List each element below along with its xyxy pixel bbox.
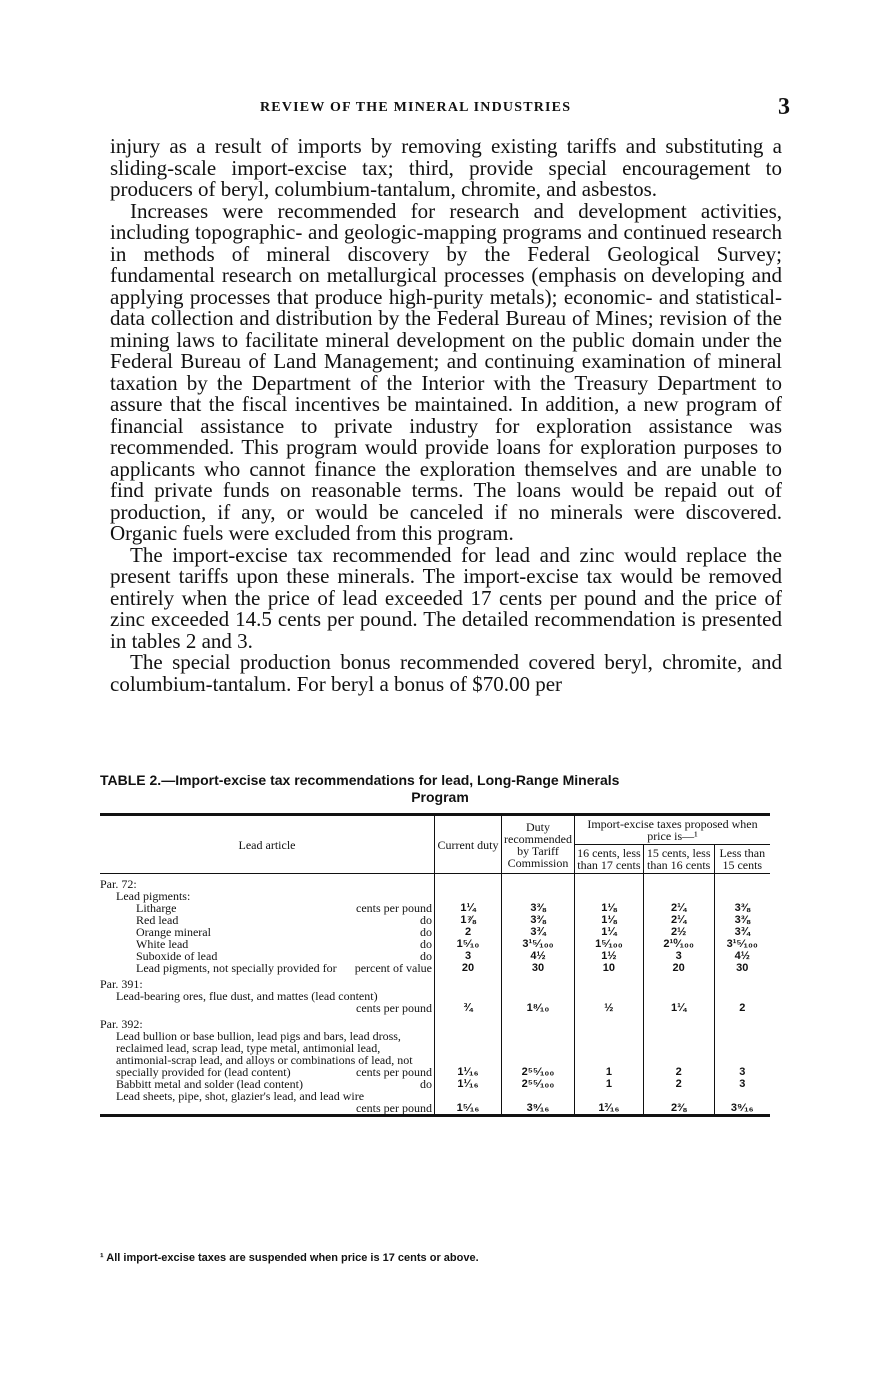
lead-article-label: Par. 392: <box>100 1016 143 1031</box>
value-cell: 2 <box>435 926 502 938</box>
lead-article-label: Litharge <box>136 900 177 915</box>
value-cell: 1⁵⁄₁₀ <box>435 938 502 950</box>
value-cell <box>714 974 770 990</box>
value-cell <box>502 1014 575 1030</box>
value-cell <box>435 874 502 890</box>
value-cell: 1⁵⁄₁₆ <box>435 1090 502 1116</box>
page-header <box>110 96 790 128</box>
lead-article-cell <box>100 1090 435 1116</box>
value-cell: 3¹⁵⁄₁₀₀ <box>714 938 770 950</box>
value-cell: 1⅛ <box>574 914 643 926</box>
value-cell: 30 <box>502 962 575 974</box>
value-cell: 3⅜ <box>714 914 770 926</box>
value-cell <box>643 890 714 902</box>
value-cell: 3 <box>435 950 502 962</box>
paragraph: The special production bonus recommended covered beryl, chromite, and columbium-tantalum. For beryl a bonus of $70.00 per <box>110 650 782 696</box>
body-text <box>110 136 782 695</box>
paragraph: injury as a result of imports by removing existing tariffs and substituting a sliding-scale import-excise tax; third, provide special encouragement to producers of beryl, columbium-tantalum, chromite, and asbestos. <box>110 134 782 201</box>
value-cell <box>502 974 575 990</box>
value-cell <box>643 974 714 990</box>
value-cell <box>574 874 643 890</box>
table-footnote: ¹ All import-excise taxes are suspended when price is 17 cents or above. <box>100 1252 479 1264</box>
unit-label: do <box>420 924 432 939</box>
value-cell: 2¼ <box>643 902 714 914</box>
value-cell: 1 <box>574 1078 643 1090</box>
lead-article-cell <box>100 874 435 890</box>
value-cell: 2⁵⁵⁄₁₀₀ <box>502 1030 575 1078</box>
header-lead-article: Lead article <box>100 815 435 874</box>
value-cell: 1¼ <box>574 926 643 938</box>
value-cell: 3 <box>714 1078 770 1090</box>
value-cell: 1⁸⁄₁₀ <box>502 990 575 1014</box>
table-row <box>100 1090 770 1116</box>
unit-label: do <box>420 936 432 951</box>
table-caption-line: Program <box>411 789 469 805</box>
header-price-16-17: 16 cents, less than 17 cents <box>574 845 643 874</box>
table-row <box>100 1014 770 1030</box>
header-price-15-16: 15 cents, less than 16 cents <box>643 845 714 874</box>
running-title: REVIEW OF THE MINERAL INDUSTRIES <box>260 100 572 115</box>
value-cell: 3⁹⁄₁₆ <box>714 1090 770 1116</box>
value-cell: 1½ <box>574 950 643 962</box>
table-row <box>100 962 770 974</box>
value-cell <box>574 890 643 902</box>
table-row <box>100 1030 770 1078</box>
value-cell: 1 <box>574 1030 643 1078</box>
value-cell: 4½ <box>714 950 770 962</box>
value-cell: 20 <box>435 962 502 974</box>
lead-article-cell <box>100 1014 435 1030</box>
value-cell: 3⅜ <box>502 902 575 914</box>
lead-article-label: Lead-bearing ores, flue dust, and mattes (lead content) <box>116 988 378 1003</box>
value-cell: 2 <box>643 1030 714 1078</box>
value-cell <box>714 890 770 902</box>
value-cell: 2 <box>643 1078 714 1090</box>
value-cell: 30 <box>714 962 770 974</box>
header-price-under-15: Less than 15 cents <box>714 845 770 874</box>
value-cell: 1¼ <box>435 902 502 914</box>
table-caption <box>100 772 780 806</box>
lead-article-label: Red lead <box>136 912 179 927</box>
lead-article-label: Lead pigments: <box>116 888 191 903</box>
lead-article-label: Orange mineral <box>136 924 211 939</box>
lead-article-cell <box>100 962 435 974</box>
lead-article-label: Par. 391: <box>100 976 143 991</box>
value-cell: 3 <box>714 1030 770 1078</box>
value-cell <box>574 1014 643 1030</box>
value-cell: 1⅞ <box>435 914 502 926</box>
value-cell: 1¼ <box>643 990 714 1014</box>
value-cell: 20 <box>643 962 714 974</box>
value-cell: 3¾ <box>502 926 575 938</box>
value-cell: 1⅛ <box>574 902 643 914</box>
value-cell: 2¼ <box>643 914 714 926</box>
unit-label: do <box>420 1076 432 1091</box>
unit-label: cents per pound <box>356 1100 432 1115</box>
table-row <box>100 902 770 914</box>
value-cell <box>643 874 714 890</box>
value-cell: 1¹⁄₁₆ <box>435 1078 502 1090</box>
value-cell <box>714 1014 770 1030</box>
unit-label: cents per pound <box>356 900 432 915</box>
value-cell <box>502 874 575 890</box>
value-cell: 3¹⁵⁄₁₀₀ <box>502 938 575 950</box>
lead-article-cell <box>100 990 435 1014</box>
value-cell: 3 <box>643 950 714 962</box>
lead-article-label: Suboxide of lead <box>136 948 218 963</box>
value-cell: 4½ <box>502 950 575 962</box>
header-import-excise-group: Import-excise taxes proposed when price is—¹ <box>574 815 770 845</box>
header-tariff-commission: Duty recommended by Tariff Commission <box>502 815 575 874</box>
value-cell: 2½ <box>643 926 714 938</box>
unit-label: do <box>420 912 432 927</box>
lead-article-cell <box>100 1030 435 1078</box>
lead-article-label: White lead <box>136 936 189 951</box>
value-cell: 2 <box>714 990 770 1014</box>
lead-article-label: Lead bullion or base bullion, lead pigs and bars, lead dross, reclaimed lead, scrap lead, type metal, antimonial lead, antimonial-scrap lead, and alloys or combinations of lead, not specially provided for (lead content) <box>116 1028 413 1079</box>
unit-label: do <box>420 948 432 963</box>
lead-article-cell <box>100 974 435 990</box>
value-cell: 3⅜ <box>502 914 575 926</box>
lead-article-label: Lead pigments, not specially provided for <box>136 960 337 975</box>
unit-label: cents per pound <box>356 1064 432 1079</box>
table-row <box>100 890 770 902</box>
value-cell: 1¹⁄₁₆ <box>435 1030 502 1078</box>
lead-article-label: Lead sheets, pipe, shot, glazier's lead, and lead wire <box>116 1088 365 1103</box>
value-cell: 3⅜ <box>714 902 770 914</box>
page-number: 3 <box>778 94 790 120</box>
value-cell: 2¹⁰⁄₁₀₀ <box>643 938 714 950</box>
table-row <box>100 990 770 1014</box>
paragraph: Increases were recommended for research and development activities, including topographic- and geologic-mapping programs and continued research in methods of mineral discovery by the Federal Geological Survey; fundamental research on metallurgical processes (emphasis on developing and applying processes that produce high-purity metals); economic- and statistical-data collection and distribution by the Federal Bureau of Mines; revision of the mining laws to facilitate mineral development on the public domain under the Federal Bureau of Land Management; and continuing examination of mineral taxation by the Department of the Interior with the Treasury Department to assure that the fiscal incentives be maintained. In addition, a new program of financial assistance to private industry for exploration assistance was recommended. This program would provide loans for exploration purposes to applicants who cannot finance the exploration themselves and are unable to find private funds on reasonable terms. The loans would be repaid out of production, if any, or would be canceled if no minerals were discovered. Organic fuels were excluded from this program. <box>110 198 782 545</box>
unit-label: percent of value <box>354 960 432 975</box>
lead-article-label: Babbitt metal and solder (lead content) <box>116 1076 303 1091</box>
header-current-duty: Current duty <box>435 815 502 874</box>
lead-tax-table <box>100 813 770 1117</box>
value-cell <box>714 874 770 890</box>
value-cell <box>435 1014 502 1030</box>
value-cell: 3⁹⁄₁₆ <box>502 1090 575 1116</box>
value-cell <box>435 974 502 990</box>
value-cell: 10 <box>574 962 643 974</box>
value-cell: ½ <box>574 990 643 1014</box>
table-row <box>100 974 770 990</box>
table-caption-line: TABLE 2.—Import-excise tax recommendations for lead, Long-Range Minerals <box>100 772 620 788</box>
value-cell: 3¾ <box>714 926 770 938</box>
value-cell: 2⅜ <box>643 1090 714 1116</box>
table-row <box>100 874 770 890</box>
value-cell: ¾ <box>435 990 502 1014</box>
value-cell: 1⁵⁄₁₀₀ <box>574 938 643 950</box>
value-cell <box>502 890 575 902</box>
value-cell: 1³⁄₁₆ <box>574 1090 643 1116</box>
lead-article-label: Par. 72: <box>100 876 137 891</box>
paragraph: The import-excise tax recommended for lead and zinc would replace the present tariffs upon these minerals. The import-excise tax would be removed entirely when the price of lead exceeded 17 cents per pound and the price of zinc exceeded 14.5 cents per pound. The detailed recommendation is presented in tables 2 and 3. <box>110 542 782 653</box>
table-row <box>100 926 770 938</box>
value-cell <box>643 1014 714 1030</box>
unit-label: cents per pound <box>356 1000 432 1015</box>
value-cell <box>435 890 502 902</box>
value-cell: 2⁵⁵⁄₁₀₀ <box>502 1078 575 1090</box>
value-cell <box>574 974 643 990</box>
